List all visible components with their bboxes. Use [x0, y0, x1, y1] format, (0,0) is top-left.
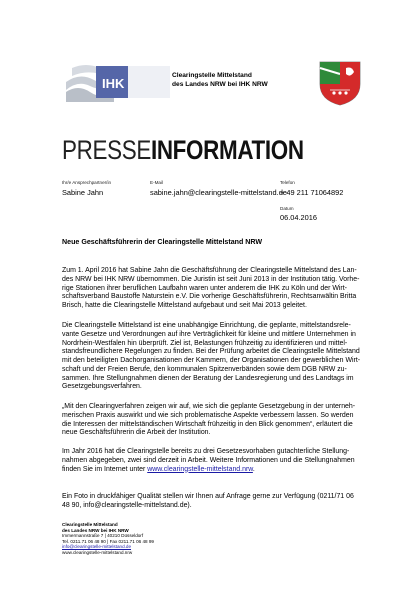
- text-line: des NRW bei IHK NRW übernommen. Die Juristin ist seit Juni 2013 in der Institution tätig. Vorhe-: [62, 275, 360, 283]
- text-line: 48 90, info@clearingstelle-mittelstand.de).: [62, 501, 192, 509]
- website-link[interactable]: www.clearingstelle-mittelstand.nrw: [147, 465, 253, 473]
- release-date: 06.04.2016: [280, 213, 317, 222]
- contact-email[interactable]: sabine.jahn@clearingstelle-mittelstand.de: [150, 188, 287, 197]
- footer-org-line-2: des Landes NRW bei IHK NRW: [62, 527, 129, 533]
- text-line: schaftsverband Baustoffe Naturstein e.V. Die vorherige Geschäftsführerin, Rechtsanwältin Britta: [62, 293, 357, 301]
- link-prefix: finden Sie im Internet unter: [62, 465, 148, 473]
- text-line: Ein Foto in druckfähiger Qualität stellen wir Ihnen auf Anfrage gerne zur Verfügung (0211/71 06: [62, 493, 354, 500]
- text-line: Im Jahr 2016 hat die Clearingstelle bereits zu drei Gesetzesvorhaben gutachterliche Stellung-: [62, 448, 350, 455]
- footer: [62, 522, 154, 555]
- text-line-with-link: [62, 466, 370, 475]
- text-line: Zum 1. April 2016 hat Sabine Jahn die Geschäftsführung der Clearingstelle Mittelstand des Lan-: [62, 267, 357, 274]
- paragraph-4: [62, 448, 370, 474]
- text-line: Gesetzgebungsverfahren.: [62, 383, 142, 391]
- headline-part-1: PRESSE: [62, 135, 151, 165]
- link-suffix: .: [252, 465, 255, 473]
- footer-email-link[interactable]: info@clearingstelle-mittelstand.de: [62, 544, 132, 549]
- text-line: die Interessen der mittelständischen Wirtschaft frühzeitig in den Blick genommen“, erläutert die: [62, 420, 353, 428]
- nrw-coat-of-arms-icon: [316, 60, 364, 106]
- organization-name: [172, 72, 268, 89]
- paragraph-3-quote: [62, 403, 370, 438]
- paragraph-1: [62, 267, 370, 311]
- text-line: rige Stationen ihrer beruflichen Laufbahn waren unter anderem die IHK zu Köln und der Wirt-: [62, 284, 347, 292]
- footer-address: Immermannstraße 7 | 40210 Düsseldorf: [62, 533, 144, 538]
- text-line: Die Clearingstelle Mittelstand ist eine unabhängige Einrichtung, die geplante, mittelstandsrele-: [62, 322, 351, 329]
- footer-phone: Tel. 0211.71 06 48 90 | Fax 0211.71 06 48 99: [62, 538, 154, 544]
- org-line-1: Clearingstelle Mittelstand: [172, 72, 252, 79]
- contact-label: Ihr/e Ansprechpartner/in: [62, 180, 112, 185]
- press-release-title: Neue Geschäftsführerin der Clearingstelle Mittelstand NRW: [62, 238, 263, 246]
- press-information-heading: [62, 135, 304, 165]
- org-line-2: des Landes NRW bei IHK NRW: [172, 80, 268, 88]
- email-label: E-Mail: [150, 180, 164, 185]
- text-line: Nordrhein-Westfalen hin überprüft. Ziel ist, Belastungen frühzeitig zu identifizieren und mittel-: [62, 339, 348, 347]
- ihk-logo-text: IHK: [102, 76, 125, 91]
- date-label: Datum: [280, 206, 294, 211]
- text-line: Brisch, hatte die Clearingstelle Mittelstand aufgebaut und seit Mai 2013 geleitet.: [62, 302, 307, 309]
- text-line: schaft und der Freien Berufe, den kommunalen Spitzenverbänden sowie dem DGB NRW zu-: [62, 365, 347, 373]
- text-line: standsfreundlichere Regelungen zu finden. Bei der Prüfung arbeitet die Clearingstelle Mittelstand: [62, 348, 360, 356]
- text-line: neue Geschäftsführerin die Arbeit der Institution.: [62, 429, 211, 437]
- text-line: mit den beteiligten Dachorganisationen der Kammern, der Organisationen der gewerblichen Wirt-: [62, 357, 361, 364]
- footer-org-line-1: Clearingstelle Mittelstand: [62, 522, 118, 527]
- text-line: sammen. Ihre Stellungnahmen dienen der Beratung der Landesregierung und des Landtags im: [62, 374, 354, 382]
- footer-website[interactable]: www.clearingstelle-mittelstand.nrw: [62, 549, 133, 555]
- paragraph-2: [62, 322, 370, 392]
- paragraph-5: [62, 493, 370, 511]
- text-line: merischen Praxis auswirkt und wie sich problematische Aspekte verbessern lassen. So werden: [62, 411, 354, 419]
- headline-part-2: INFORMATION: [150, 135, 304, 165]
- contact-phone: + 49 211 71064892: [280, 188, 344, 197]
- text-line: nahmen abgegeben, zwei sind derzeit in Arbeit. Weitere Informationen und die Stellungnahmen: [62, 456, 355, 464]
- text-line: „Mit den Clearingverfahren zeigen wir auf, wie sich die geplante Gesetzgebung in der unterneh-: [62, 403, 356, 410]
- ihk-logo: [66, 62, 170, 102]
- text-line: vante Gesetze und Verordnungen auf ihre Verträglichkeit für kleine und mittlere Unternehmen in: [62, 330, 356, 338]
- contact-name: Sabine Jahn: [62, 188, 104, 197]
- phone-label: Telefon: [280, 180, 295, 185]
